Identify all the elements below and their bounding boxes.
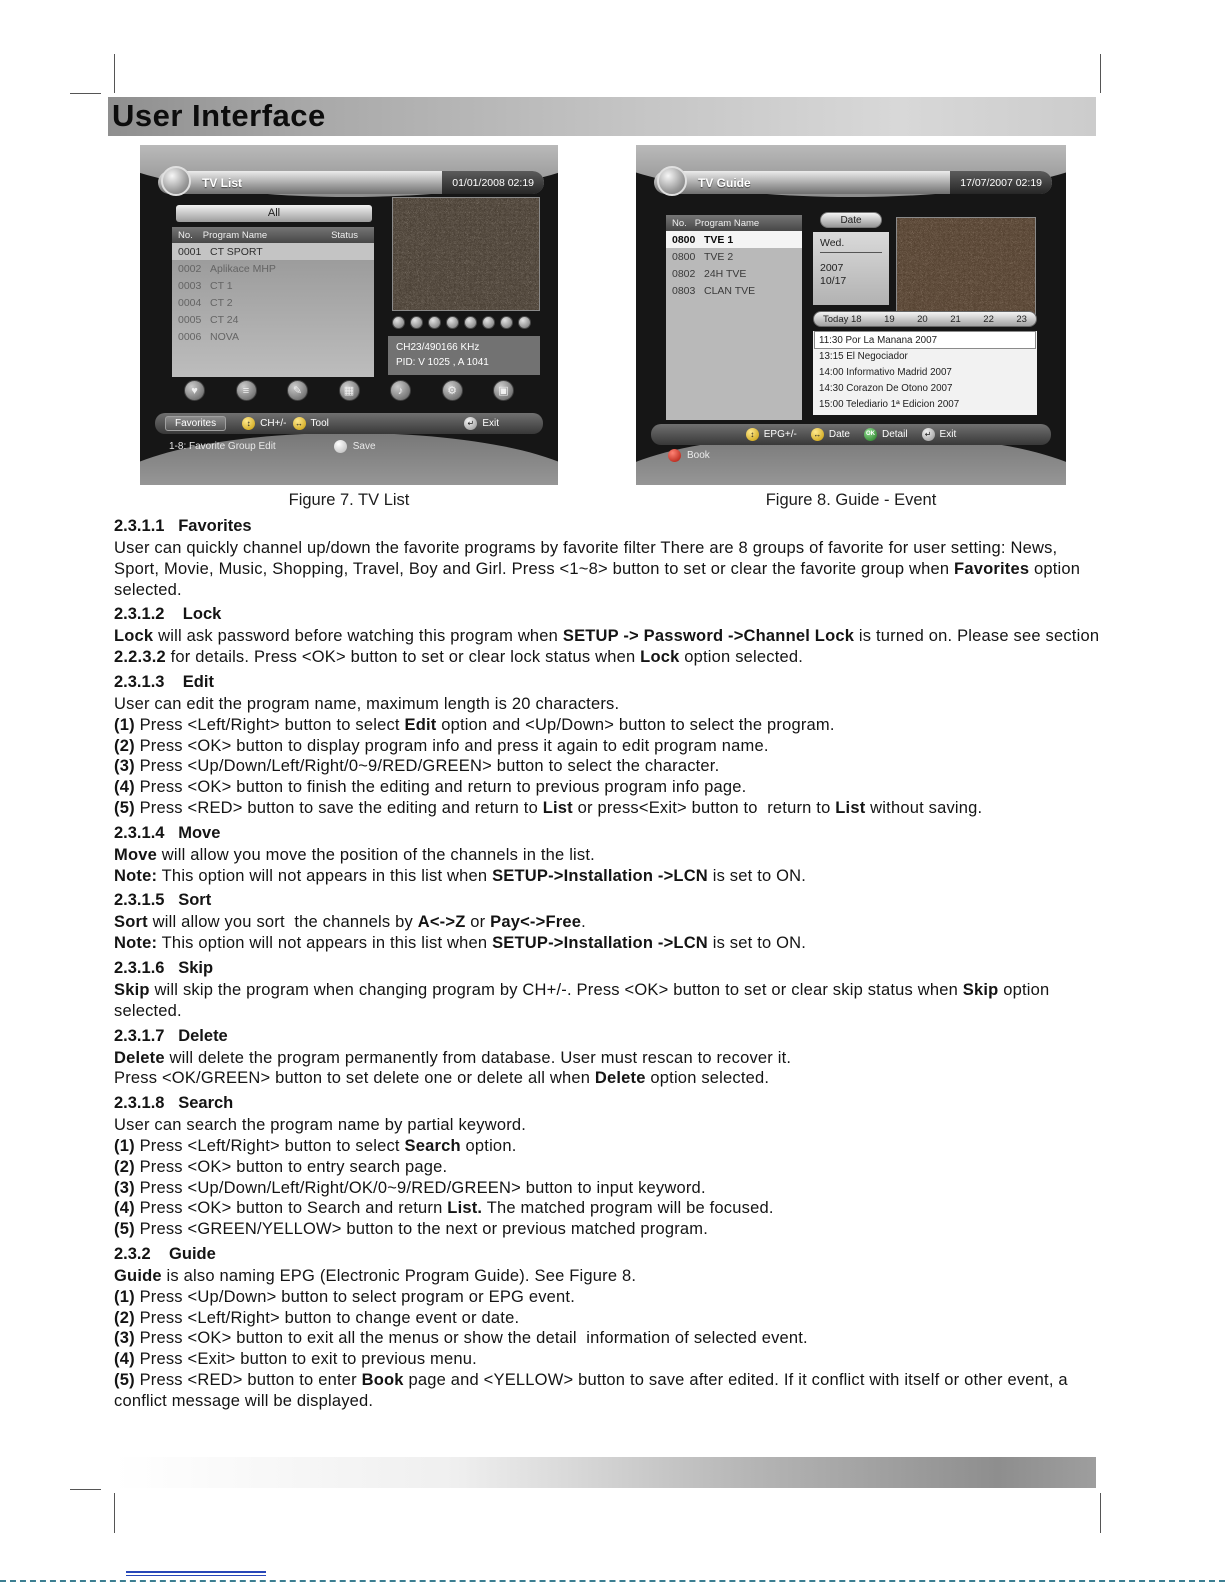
section-paragraph: (5) Press <RED> button to enter Book page and <YELLOW> button to save after edited. If it conflict with itself or other event, a conflict message will be displayed. (114, 1370, 1073, 1410)
channel-name: NOVA (210, 330, 239, 343)
channel-row (172, 277, 374, 294)
book-label: Book (687, 450, 710, 461)
tv-guide-title: TV Guide (698, 175, 751, 190)
logo-icon (161, 166, 191, 196)
channel-row (172, 294, 374, 311)
col-no: No. (178, 229, 193, 241)
channel-name: CLAN TVE (704, 284, 756, 297)
section-paragraph: Lock will ask password before watching this program when SETUP -> Password ->Channel Lock is turned on. Please see section 2.2.3.2 for details. Press <OK> button to set or clear lock status when Lock option selected. (114, 627, 1104, 667)
section-paragraph: (3) Press <Up/Down/Left/Right/OK/0~9/RED/GREEN> button to input keyword. (114, 1178, 706, 1197)
dot-icon (392, 316, 405, 329)
section-paragraph: (5) Press <RED> button to save the editing and return to List or press<Exit> button to return to List without saving. (114, 798, 983, 817)
section-heading: 2.3.1.6 Skip (114, 958, 214, 977)
list-icon: ≡ (236, 380, 257, 401)
tv-guide-titlebar (654, 171, 1052, 194)
col-program-name: Program Name (202, 229, 268, 241)
section-paragraph: (1) Press <Up/Down> button to select program or EPG event. (114, 1287, 575, 1306)
epg-updown-icon: ↕ (746, 428, 759, 441)
channel-name: Aplikace MHP (210, 262, 276, 275)
section-heading: 2.3.1.1 Favorites (114, 517, 252, 535)
crop-mark (114, 1493, 115, 1533)
channel-no: 0006 (178, 330, 202, 343)
col-status: Status (331, 229, 358, 241)
preview-tint (393, 198, 539, 310)
save-circle-icon (334, 440, 347, 453)
date-panel (813, 232, 889, 305)
channel-name: CT 2 (210, 296, 233, 309)
timeline-label: 22 (983, 313, 994, 325)
timeline-label: 20 (917, 313, 928, 325)
channel-name: TVE 2 (704, 250, 734, 263)
grid-icon: ▦ (339, 380, 360, 401)
save-label: Save (352, 440, 376, 452)
day-label: 10/17 (820, 275, 847, 287)
page-header-bar (108, 97, 1096, 136)
date-leftright-icon-group (811, 428, 850, 441)
fig8-timeline (813, 311, 1037, 327)
crop-mark (1100, 1493, 1101, 1533)
channel-pid: PID: V 1025 , A 1041 (396, 357, 489, 368)
dot-icon (446, 316, 459, 329)
fig7-function-icons (184, 380, 514, 401)
tool-leftright-icon: ↔ (293, 417, 306, 430)
fig7-footer-bar (155, 413, 543, 434)
channel-no: 0003 (178, 279, 202, 292)
fig7-mini-icons (392, 316, 540, 329)
section-heading: 2.3.1.4 Move (114, 823, 221, 842)
preview-tint (897, 218, 1035, 316)
save-group (334, 440, 376, 453)
section-paragraph: (1) Press <Left/Right> button to select Search option. (114, 1136, 517, 1155)
section-paragraph: (4) Press <Exit> button to exit to previous menu. (114, 1350, 477, 1369)
favorites-chip: Favorites (165, 416, 226, 431)
section-paragraph: Skip will skip the program when changing program by CH+/-. Press <OK> button to set or clear skip status when Skip option selected. (114, 980, 1055, 1020)
figure-8-tv-guide-screenshot (636, 145, 1066, 485)
group-tab-all: All (176, 205, 372, 222)
channel-no: 0802 (672, 267, 696, 280)
timeline-label: Today 18 (823, 313, 862, 325)
channel-table (172, 227, 374, 377)
section-paragraph: User can edit the program name, maximum length is 20 characters. (114, 694, 620, 713)
footer-label: Tool (310, 418, 329, 429)
dot-icon (464, 316, 477, 329)
settings-icon: ⚙ (442, 380, 463, 401)
channel-name: CT SPORT (210, 245, 263, 258)
guide-channel-row (666, 248, 802, 265)
section-heading: 2.3.1.7 Delete (114, 1026, 228, 1045)
event-row: 13:15 El Negociador (819, 350, 908, 362)
section-paragraph: Guide is also naming EPG (Electronic Program Guide). See Figure 8. (114, 1266, 637, 1285)
section-heading: 2.3.1.3 Edit (114, 672, 214, 691)
tv-list-titlebar (158, 171, 544, 194)
section-paragraph: (3) Press <Up/Down/Left/Right/0~9/RED/GREEN> button to select the character. (114, 757, 720, 776)
date-leftright-icon: ↔ (811, 428, 824, 441)
logo-icon (657, 166, 687, 196)
dot-icon (500, 316, 513, 329)
footer-label: Detail (881, 429, 908, 440)
channel-row (172, 243, 374, 260)
channel-no: 0803 (672, 284, 696, 297)
event-row: 11:30 Por La Manana 2007 (815, 332, 1035, 348)
footer-blue-mark (126, 1571, 266, 1576)
footer-label: Exit (482, 418, 499, 429)
channel-no: 0005 (178, 313, 202, 326)
channel-name: TVE 1 (704, 233, 734, 246)
channel-row (172, 260, 374, 277)
section-paragraph: Move will allow you move the position of the channels in the list. (114, 845, 595, 864)
section-paragraph: User can quickly channel up/down the favorite programs by favorite filter There are 8 groups of favorite for user setting: News, Sport, Movie, Music, Shopping, Travel, Boy and Girl. Press <1~8> button to set or clear the favorite group when Favorites option selected. (114, 539, 1085, 599)
section-heading: 2.3.2 Guide (114, 1244, 216, 1263)
favorite-group-hint: 1-8: Favorite Group Edit (169, 440, 276, 452)
channel-updown-icon-group (242, 417, 286, 430)
figure-8-caption: Figure 8. Guide - Event (765, 491, 937, 509)
fig8-channel-rows (666, 231, 802, 299)
dot-icon (518, 316, 531, 329)
footer-label: EPG+/- (763, 429, 797, 440)
tool-leftright-icon-group (293, 417, 329, 430)
section-paragraph: (4) Press <OK> button to finish the editing and return to previous program info page. (114, 778, 747, 797)
channel-no: 0800 (672, 250, 696, 263)
timeline-label: 23 (1016, 313, 1027, 325)
channel-name: 24H TVE (704, 267, 747, 280)
footer-label: Exit (939, 429, 957, 440)
channel-row (172, 311, 374, 328)
figure-7-caption: Figure 7. TV List (288, 491, 410, 509)
fig8-footer-bar (651, 424, 1051, 445)
footer-label: Date (828, 429, 850, 440)
page-title: User Interface (112, 98, 326, 133)
doc-sections (114, 512, 1106, 1412)
channel-row (172, 328, 374, 345)
section-paragraph: (2) Press <OK> button to entry search page. (114, 1157, 448, 1176)
book-group (668, 449, 710, 462)
dot-icon (410, 316, 423, 329)
channel-no: 0001 (178, 245, 202, 258)
section-paragraph: Delete will delete the program permanently from database. User must rescan to recover it. (114, 1048, 792, 1067)
book-record-icon (668, 449, 681, 462)
section-paragraph: (4) Press <OK> button to Search and return List. The matched program will be focused. (114, 1199, 774, 1218)
dot-icon (482, 316, 495, 329)
crop-mark (1100, 54, 1101, 93)
section-paragraph: (2) Press <Left/Right> button to change event or date. (114, 1308, 520, 1327)
exit-icon-group (464, 417, 499, 430)
timeline-label: 21 (950, 313, 961, 325)
event-row: 14:00 Informativo Madrid 2007 (819, 366, 952, 378)
timeline-label: 19 (884, 313, 895, 325)
footer-decoration-bar (114, 1457, 1096, 1488)
screen-icon: ▣ (493, 380, 514, 401)
guide-table-header (666, 215, 802, 231)
channel-no: 0004 (178, 296, 202, 309)
channel-frequency: CH23/490166 KHz (396, 342, 480, 353)
section-paragraph: Sort will allow you sort the channels by A<->Z or Pay<->Free. (114, 913, 586, 932)
crop-mark (70, 1489, 101, 1490)
tv-guide-datetime: 17/07/2007 02:19 (950, 171, 1052, 194)
section-paragraph: (2) Press <OK> button to display program info and press it again to edit program name. (114, 736, 769, 755)
fig7-footer-hint-row (155, 437, 543, 455)
guide-channel-table (666, 215, 802, 420)
tv-list-title: TV List (202, 175, 243, 190)
fig7-channel-rows (172, 243, 374, 345)
ok-icon: OK (864, 428, 877, 441)
ok-icon-group (864, 428, 908, 441)
channel-name: CT 24 (210, 313, 239, 326)
weekday-label: Wed. (820, 237, 882, 253)
guide-channel-row (666, 231, 802, 248)
section-paragraph: Note: This option will not appears in this list when SETUP->Installation ->LCN is set to ON. (114, 934, 807, 953)
footer-label: CH+/- (260, 418, 287, 429)
video-preview (896, 217, 1036, 317)
date-button: Date (820, 212, 882, 228)
dot-icon (428, 316, 441, 329)
channel-no: 0800 (672, 233, 696, 246)
section-heading: 2.3.1.5 Sort (114, 891, 212, 910)
section-paragraph: (1) Press <Left/Right> button to select Edit option and <Up/Down> button to select the program. (114, 715, 835, 734)
video-preview (392, 197, 540, 311)
exit-icon: ↵ (922, 428, 935, 441)
section-paragraph: User can search the program name by partial keyword. (114, 1116, 527, 1135)
crop-mark (114, 54, 115, 93)
event-row: 14:30 Corazon De Otono 2007 (819, 382, 953, 394)
channel-updown-icon: ↕ (242, 417, 255, 430)
channel-table-header (172, 227, 374, 243)
heart-icon: ♥ (184, 380, 205, 401)
section-paragraph: Note: This option will not appears in this list when SETUP->Installation ->LCN is set to ON. (114, 866, 807, 885)
section-heading: 2.3.1.2 Lock (114, 605, 222, 624)
section-paragraph: Press <OK/GREEN> button to set delete one or delete all when Delete option selected. (114, 1069, 770, 1088)
figure-7-tv-list-screenshot (140, 145, 558, 485)
section-heading: 2.3.1.8 Search (114, 1094, 234, 1113)
guide-channel-row (666, 282, 802, 299)
guide-channel-row (666, 265, 802, 282)
event-row: 15:00 Telediario 1ª Edicion 2007 (819, 398, 960, 410)
tv-list-datetime: 01/01/2008 02:19 (442, 171, 544, 194)
section-paragraph: (3) Press <OK> button to exit all the menus or show the detail information of selected event. (114, 1329, 808, 1348)
exit-icon: ↵ (464, 417, 477, 430)
music-icon: ♪ (390, 380, 411, 401)
col-program-name: Program Name (694, 217, 760, 229)
col-no: No. (672, 217, 687, 229)
section-paragraph: (5) Press <GREEN/YELLOW> button to the next or previous matched program. (114, 1220, 709, 1239)
exit-icon-group (922, 428, 957, 441)
epg-updown-icon-group (746, 428, 797, 441)
channel-no: 0002 (178, 262, 202, 275)
year-label: 2007 (820, 262, 844, 274)
channel-name: CT 1 (210, 279, 233, 292)
channel-info-box (388, 336, 540, 375)
edit-icon: ✎ (287, 380, 308, 401)
crop-mark (70, 93, 101, 94)
fig8-event-list (813, 331, 1037, 415)
page-bottom-dashed-line (0, 1580, 1225, 1582)
